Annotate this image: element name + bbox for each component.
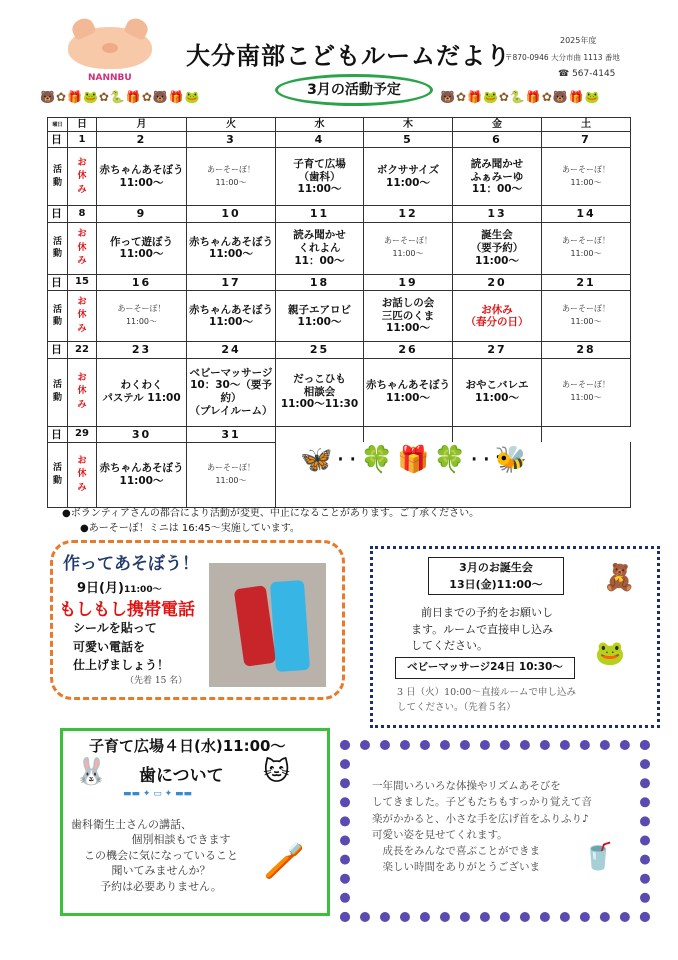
teeth-box bbox=[60, 728, 330, 916]
activity-cell bbox=[97, 442, 187, 507]
date-cell: 12 bbox=[364, 206, 453, 222]
activity-cell bbox=[276, 291, 364, 342]
closed-text: お休み bbox=[77, 157, 87, 195]
massage-heading: ベビーマッサージ24日 10:30〜 bbox=[395, 657, 575, 679]
massage-line: 3 日（火）10:00〜直接ルームで申し込み bbox=[397, 687, 576, 698]
massage-body bbox=[397, 685, 576, 715]
activity-label-text: 活動 bbox=[52, 304, 62, 328]
activity-cell bbox=[187, 222, 276, 274]
activity-label-text: 活動 bbox=[52, 236, 62, 260]
activity-line: パステル 11:00 bbox=[102, 392, 181, 405]
date-cell: 1 bbox=[68, 132, 97, 148]
date-cell: 6 bbox=[453, 132, 542, 148]
activity-line: 11：00〜 bbox=[471, 183, 523, 196]
schedule-banner: 3月の活動予定 bbox=[275, 74, 433, 106]
sunday-closed-cell bbox=[68, 442, 97, 507]
activity-line: （春分の日） bbox=[465, 316, 529, 329]
date-cell: 23 bbox=[97, 342, 187, 358]
activity-line: 11:00〜 bbox=[570, 393, 602, 403]
activity-line: あーそーぼ！ bbox=[384, 236, 432, 246]
activity-line: 11:00〜 bbox=[570, 317, 602, 327]
bear-cake-icon: 🧸 bbox=[603, 563, 636, 593]
activity-line: 11:00〜 bbox=[119, 176, 164, 189]
animal-border-left-icon: 🐻✿🎁🐸✿🐍🎁✿🐻🎁🐸 bbox=[40, 90, 201, 104]
teeth-line: 個別相談もできます bbox=[131, 833, 231, 847]
craft-line: 仕上げましょう！ bbox=[73, 658, 170, 673]
weekday-header: 火 bbox=[187, 118, 276, 132]
date-cell: 20 bbox=[453, 274, 542, 290]
date-cell: 15 bbox=[68, 274, 97, 290]
activity-line: わくわく bbox=[120, 379, 163, 392]
date-cell: 30 bbox=[97, 426, 187, 442]
weekday-header: 土 bbox=[542, 118, 631, 132]
activity-line: 11:00〜 bbox=[297, 316, 342, 329]
closed-text: お休み bbox=[77, 296, 87, 334]
date-cell: 11 bbox=[276, 206, 364, 222]
activity-line: （歯科） bbox=[298, 170, 341, 183]
activity-line: 赤ちゃんあそぼう bbox=[366, 379, 450, 392]
message-line: 成長をみんなで喜ぶことができま bbox=[372, 845, 540, 858]
birthday-line: ます。ルームで直接申し込み bbox=[411, 622, 554, 636]
date-cell: 9 bbox=[97, 206, 187, 222]
message-line: 一年間いろいろな体操やリズムあそびを bbox=[372, 780, 561, 792]
birthday-line: 前日までの予約をお願いし bbox=[421, 606, 553, 619]
activity-line: ふぁみーゆ bbox=[470, 170, 524, 183]
date-cell: 14 bbox=[542, 206, 631, 222]
teeth-line: 聞いてみませんか？ bbox=[111, 864, 211, 878]
activity-cell bbox=[453, 358, 542, 426]
activity-line: 親子エアロビ bbox=[288, 303, 351, 316]
address: 〒870-0946 大分市曲 1113 番地 bbox=[505, 53, 620, 62]
activity-cell bbox=[276, 222, 364, 274]
rabbit-icon: 🐰 bbox=[75, 757, 108, 787]
year: 2025年度 bbox=[560, 36, 597, 45]
activity-cell bbox=[276, 148, 364, 206]
date-row bbox=[48, 342, 631, 358]
activity-line: 10：30〜（要予約） bbox=[190, 379, 272, 405]
birthday-title: 3月のお誕生会 bbox=[459, 561, 533, 574]
activity-row-label bbox=[48, 291, 68, 342]
date-cell: 27 bbox=[453, 342, 542, 358]
birthday-heading bbox=[428, 557, 564, 595]
activity-line: 11:00〜 bbox=[215, 177, 247, 187]
activity-cell bbox=[187, 291, 276, 342]
activity-cell bbox=[97, 291, 187, 342]
activity-label-text: 活動 bbox=[52, 165, 62, 188]
activity-line: 相談会 bbox=[303, 385, 336, 398]
craft-line: シールを貼って bbox=[73, 621, 157, 635]
date-cell: 28 bbox=[542, 342, 631, 358]
date-cell bbox=[453, 426, 542, 442]
craft-time: 11:00〜 bbox=[123, 585, 162, 595]
date-cell: 13 bbox=[453, 206, 542, 222]
message-box bbox=[340, 740, 650, 922]
toothbrush-row-icon: ▬▬ ✦ ▭ ✦ ▬▬ bbox=[123, 789, 193, 799]
date-cell bbox=[542, 426, 631, 442]
activity-line: 11:00〜 bbox=[570, 249, 602, 259]
activity-line: 11:00〜 bbox=[215, 475, 247, 485]
activity-cell bbox=[187, 148, 276, 206]
date-cell: 24 bbox=[187, 342, 276, 358]
activity-line: 作って遊ぼう bbox=[110, 235, 173, 248]
activity-line: 11:00〜 bbox=[392, 249, 424, 259]
activity-line: お話しの会 bbox=[381, 297, 435, 310]
date-cell: 25 bbox=[276, 342, 364, 358]
sunday-closed-cell bbox=[68, 148, 97, 206]
activity-line: 11：00〜 bbox=[294, 254, 345, 267]
activity-row-label bbox=[48, 358, 68, 426]
activity-cell bbox=[364, 222, 453, 274]
date-cell: 22 bbox=[68, 342, 97, 358]
craft-heading: 作ってあそぼう！ bbox=[63, 554, 199, 574]
activity-label-text: 活動 bbox=[52, 463, 62, 486]
date-cell: 19 bbox=[364, 274, 453, 290]
activity-cell bbox=[187, 358, 276, 426]
teeth-subtitle: 歯について bbox=[139, 766, 224, 786]
message-line: 可愛い姿を見せてくれます。 bbox=[372, 828, 508, 841]
phone bbox=[558, 69, 615, 79]
activity-line: お休み bbox=[481, 303, 513, 316]
activity-cell bbox=[97, 222, 187, 274]
craft-lines bbox=[73, 619, 169, 675]
activity-cell bbox=[453, 291, 542, 342]
activity-cell bbox=[364, 291, 453, 342]
date-cell: 18 bbox=[276, 274, 364, 290]
brand-label: NANNBU bbox=[88, 73, 132, 83]
activity-line: 子育て広場 bbox=[293, 158, 346, 170]
date-cell: 10 bbox=[187, 206, 276, 222]
weekday-header: 金 bbox=[453, 118, 542, 132]
massage-line: してください。（先着５名） bbox=[397, 702, 516, 714]
date-row bbox=[48, 426, 631, 442]
teeth-line: 予約は必要ありません。 bbox=[100, 879, 222, 893]
activity-line: 11:00〜 bbox=[297, 183, 342, 196]
date-row bbox=[48, 274, 631, 290]
activity-line: 11:00〜 bbox=[209, 316, 253, 329]
date-cell: 2 bbox=[97, 132, 187, 148]
activity-row bbox=[48, 358, 631, 426]
activity-line: 11:00〜11:30 bbox=[280, 398, 359, 411]
activity-line: あーそーぼ！ bbox=[207, 165, 255, 175]
activity-line: 11:00〜 bbox=[475, 392, 519, 405]
date-cell: 8 bbox=[68, 206, 97, 222]
activity-line: あーそーぼ！ bbox=[117, 304, 166, 314]
note-volunteer: ●ボランティアさんの都合により活動が変更、中止になることがあります。ご了承ください。 bbox=[62, 508, 480, 519]
closed-text: お休み bbox=[77, 372, 87, 410]
message-line: 楽しい時間をありがとうございま bbox=[372, 861, 540, 874]
activity-line: 赤ちゃんあそぼう bbox=[99, 164, 184, 177]
date-cell: 29 bbox=[68, 426, 97, 442]
date-cell: 17 bbox=[187, 274, 276, 290]
butterfly-bee-decoration-icon: 🦋··🍀🎁🍀··🐝 bbox=[300, 445, 531, 475]
craft-date bbox=[77, 577, 162, 596]
message-line: 楽がかかると、小さな手を広げ首をふりふり♪ bbox=[372, 812, 589, 825]
activity-line: くれよん bbox=[298, 241, 341, 254]
activity-line: 三匹のくま bbox=[381, 309, 435, 322]
craft-title: もしもし携帯電話 bbox=[59, 600, 195, 620]
message-line: してきました。子どもたちもすっかり覚えて音 bbox=[372, 796, 592, 809]
date-cell bbox=[364, 426, 453, 442]
sunday-closed-cell bbox=[68, 222, 97, 274]
date-cell: 4 bbox=[276, 132, 364, 148]
date-cell bbox=[276, 426, 364, 442]
activity-line: 読み聞かせ bbox=[470, 158, 524, 170]
corner-label: 曜日 bbox=[48, 118, 68, 132]
weekday-header: 木 bbox=[364, 118, 453, 132]
teeth-body bbox=[71, 817, 251, 894]
sunday-closed-cell bbox=[68, 358, 97, 426]
activity-line: 11:00〜 bbox=[119, 474, 164, 487]
activity-line: 11:00〜 bbox=[125, 317, 158, 327]
date-row-label: 日 bbox=[48, 342, 68, 358]
activity-line: 赤ちゃんあそぼう bbox=[189, 235, 273, 248]
activity-line: 赤ちゃんあそぼう bbox=[189, 303, 273, 316]
closed-text: お休み bbox=[77, 229, 87, 267]
activity-row-label bbox=[48, 442, 68, 507]
phone-icon: ☎ bbox=[558, 69, 573, 79]
date-row bbox=[48, 206, 631, 222]
activity-cell bbox=[187, 442, 276, 507]
activity-row bbox=[48, 291, 631, 342]
activity-line: （プレイルーム） bbox=[189, 404, 273, 417]
date-row-label: 日 bbox=[48, 206, 68, 222]
date-cell: 21 bbox=[542, 274, 631, 290]
date-row-label: 日 bbox=[48, 132, 68, 148]
activity-line: あーそーぼ！ bbox=[207, 463, 255, 473]
activity-line: だっこひも bbox=[293, 373, 346, 386]
activity-line: 読み聞かせ bbox=[293, 229, 346, 242]
birthday-date: 13日(金)11:00〜 bbox=[449, 577, 543, 591]
activity-cell bbox=[542, 148, 631, 206]
activity-row bbox=[48, 148, 631, 206]
activity-line: ボクササイズ bbox=[376, 164, 440, 177]
phone-number: 567-4145 bbox=[572, 69, 616, 79]
teeth-title: 子育て広場４日(水)11:00〜 bbox=[89, 737, 286, 755]
activity-line: 11:00〜 bbox=[386, 392, 430, 405]
craft-line: 可愛い電話を bbox=[73, 639, 146, 654]
birthday-body bbox=[411, 605, 553, 655]
activity-line: あーそーぼ！ bbox=[562, 165, 610, 175]
activity-row-label bbox=[48, 148, 68, 206]
activity-line: 11:00〜 bbox=[570, 177, 602, 187]
date-row bbox=[48, 132, 631, 148]
pig-mascot-icon bbox=[68, 27, 152, 69]
date-cell: 31 bbox=[187, 426, 276, 442]
sunday-closed-cell bbox=[68, 291, 97, 342]
date-cell: 5 bbox=[364, 132, 453, 148]
activity-cell bbox=[97, 148, 187, 206]
weekday-header: 月 bbox=[97, 118, 187, 132]
weekday-header: 水 bbox=[276, 118, 364, 132]
activity-line: ベビーマッサージ bbox=[189, 366, 273, 379]
activity-line: あーそーぼ！ bbox=[562, 380, 610, 390]
date-row-label: 日 bbox=[48, 274, 68, 290]
cat-icon: 🐱 bbox=[263, 757, 291, 787]
weekday-header-row bbox=[48, 118, 631, 132]
activity-line: 11:00〜 bbox=[119, 248, 164, 261]
craft-day: 9日(月) bbox=[77, 581, 124, 596]
activity-line: 赤ちゃんあそぼう bbox=[99, 462, 184, 475]
activity-row bbox=[48, 222, 631, 274]
activity-cell bbox=[542, 358, 631, 426]
activity-cell bbox=[542, 291, 631, 342]
craft-box bbox=[50, 540, 345, 700]
frog-icon: 🐸 bbox=[595, 639, 625, 667]
weekday-header: 日 bbox=[68, 118, 97, 132]
birthday-line: してください。 bbox=[411, 639, 488, 652]
activity-line: 11:00〜 bbox=[475, 254, 519, 267]
date-cell: 16 bbox=[97, 274, 187, 290]
birthday-box bbox=[370, 546, 660, 728]
animal-border-right-icon: 🐻✿🎁🐸✿🐍🎁✿🐻🎁🐸 bbox=[440, 90, 601, 104]
teeth-line: 歯科衛生士さんの講話、 bbox=[71, 818, 192, 831]
activity-line: （要予約） bbox=[470, 241, 524, 254]
activity-cell bbox=[364, 358, 453, 426]
activity-line: 11:00〜 bbox=[386, 176, 430, 189]
activity-line: 11:00〜 bbox=[386, 322, 430, 335]
message-body bbox=[372, 778, 592, 876]
teeth-line: この機会に気になっていること bbox=[84, 848, 238, 862]
activity-cell bbox=[542, 222, 631, 274]
date-cell: 3 bbox=[187, 132, 276, 148]
date-cell: 7 bbox=[542, 132, 631, 148]
activity-label-text: 活動 bbox=[52, 380, 62, 404]
craft-limit: （先着 15 名） bbox=[125, 676, 188, 686]
date-row-label: 日 bbox=[48, 426, 68, 442]
date-cell: 26 bbox=[364, 342, 453, 358]
cup-toothpaste-icon: 🥤 bbox=[582, 842, 615, 872]
activity-line: 誕生会 bbox=[481, 229, 513, 242]
note-mini: ●あーそーぼ！ミニは 16:45〜実施しています。 bbox=[80, 523, 300, 534]
activity-line: あーそーぼ！ bbox=[562, 304, 610, 314]
newsletter-title: 大分南部こどもルームだより bbox=[186, 42, 511, 70]
activity-cell bbox=[276, 358, 364, 426]
activity-cell bbox=[453, 222, 542, 274]
closed-text: お休み bbox=[77, 455, 87, 493]
activity-line: あーそーぼ！ bbox=[562, 236, 610, 246]
toy-phone-photo bbox=[209, 563, 326, 687]
activity-line: おやこバレエ bbox=[465, 379, 529, 392]
activity-line: 11:00〜 bbox=[209, 248, 253, 261]
activity-cell bbox=[364, 148, 453, 206]
activity-cell bbox=[453, 148, 542, 206]
activity-row-label bbox=[48, 222, 68, 274]
toothbrush-cup-icon: 🪥 bbox=[263, 841, 306, 881]
activity-cell bbox=[97, 358, 187, 426]
